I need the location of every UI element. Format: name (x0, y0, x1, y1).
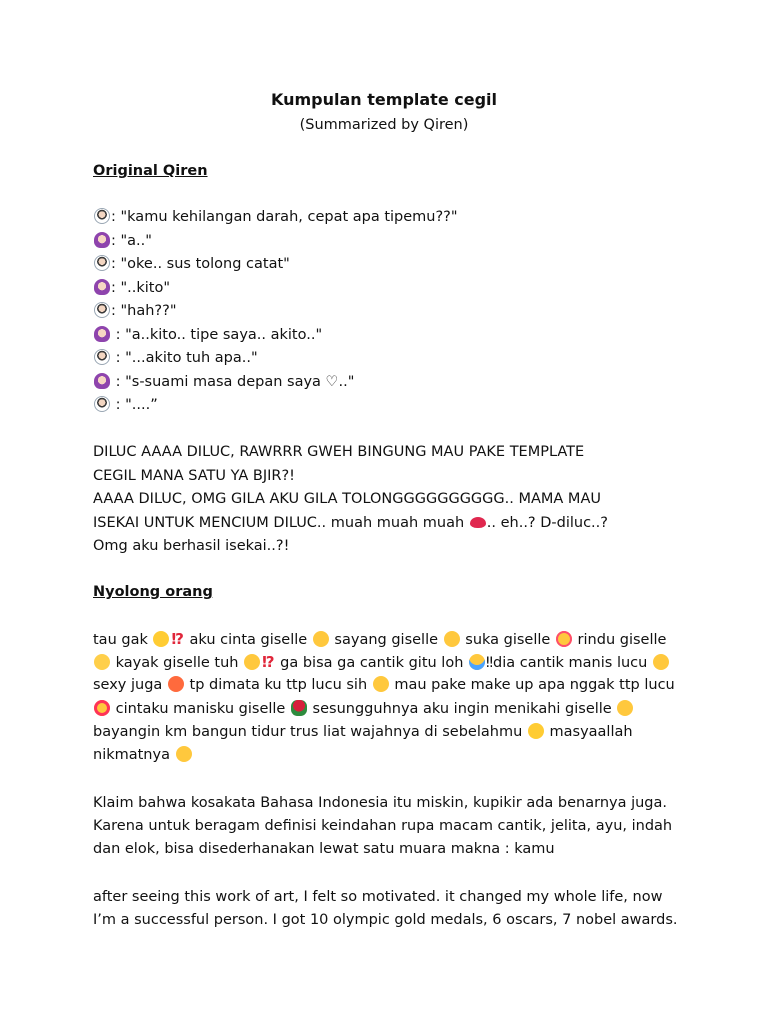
woman-headscarf-icon (94, 232, 110, 248)
dialogue-line: : "a.." (93, 230, 683, 254)
text-line: tau gak ⁉ aku cinta giselle sayang giselle suka giselle rindu giselle (93, 628, 678, 651)
doctor-icon (94, 396, 110, 412)
text-line: Karena untuk beragam definisi keindahan rupa macam cantik, jelita, ayu, indah (93, 818, 673, 835)
text-line: after seeing this work of art, I felt so motivated. it changed my whole life, now (93, 889, 663, 905)
document-subtitle: (Summarized by Qiren) (299, 117, 469, 133)
pensive-face-icon (94, 654, 110, 670)
doctor-icon (94, 349, 110, 365)
text-line: cintaku manisku giselle sesungguhnya aku ingin menikahi giselle (93, 698, 678, 721)
doctor-icon (94, 208, 110, 224)
dialogue-line: : "hah??" (93, 300, 683, 324)
dialogue-line: : "s-suami masa depan saya ♡.." (93, 371, 683, 395)
dialogue-line: : "..kito" (93, 277, 683, 301)
document-title: Kumpulan template cegil (271, 90, 497, 109)
section-heading-original-qiren: Original Qiren (93, 163, 208, 179)
heart-eyes-face-icon (94, 700, 110, 716)
dialogue-line: : "...akito tuh apa.." (93, 347, 683, 371)
dialogue-line: : "....” (93, 394, 683, 418)
pleading-face-icon (176, 746, 192, 762)
text-line: ISEKAI UNTUK MENCIUM DILUC.. muah muah muah .. eh..? D-diluc..? (93, 514, 608, 531)
dialogue-line: : "a..kito.. tipe saya.. akito.." (93, 324, 683, 348)
diluc-paragraph (93, 441, 683, 559)
face-blowing-kiss-icon (444, 631, 460, 647)
doctor-icon (94, 302, 110, 318)
text-line: sexy juga tp dimata ku ttp lucu sih mau pake make up apa nggak ttp lucu (93, 677, 675, 694)
text-line: Klaim bahwa kosakata Bahasa Indonesia itu miskin, kupikir ada benarnya juga. (93, 795, 668, 811)
rose-icon (291, 700, 307, 716)
pleading-face-icon (373, 676, 389, 692)
loudly-crying-face-icon (469, 654, 485, 670)
woman-headscarf-icon (94, 279, 110, 295)
text-line: AAAA DILUC, OMG GILA AKU GILA TOLONGGGGGGGGGG.. MAMA MAU (93, 491, 601, 507)
flushed-face-icon (528, 723, 544, 739)
text-line: kayak giselle tuh ⁉ ga bisa ga cantik gitu loh ‼dia cantik manis lucu (93, 651, 678, 674)
face-open-mouth-icon (617, 700, 633, 716)
pleading-face-icon (244, 654, 260, 670)
smiling-face-hearts-icon (556, 631, 572, 647)
confounded-face-icon (653, 654, 669, 670)
dialogue-line: : "oke.. sus tolong catat" (93, 253, 683, 277)
text-line: CEGIL MANA SATU YA BJIR?! (93, 467, 295, 484)
section-heading-nyolong-orang: Nyolong orang (93, 584, 213, 600)
interrobang-icon: ⁉ (262, 653, 275, 672)
work-of-art-paragraph (93, 886, 678, 932)
text-line: I’m a successful person. I got 10 olympic gold medals, 6 oscars, 7 nobel awards. (93, 912, 678, 929)
text-line: DILUC AAAA DILUC, RAWRRR GWEH BINGUNG MAU PAKE TEMPLATE (93, 444, 585, 460)
hot-face-icon (168, 676, 184, 692)
dialogue-line: : "kamu kehilangan darah, cepat apa tipemu??" (93, 206, 683, 230)
text-line: bayangin km bangun tidur trus liat wajahnya di sebelahmu masyaallah (93, 723, 633, 740)
text-line: nikmatnya (93, 744, 678, 767)
giselle-paragraph (93, 628, 678, 767)
woman-headscarf-icon (94, 326, 110, 342)
kosakata-paragraph (93, 792, 678, 862)
interrobang-icon: ⁉ (171, 630, 184, 648)
flushed-face-icon (153, 631, 169, 647)
kiss-lips-icon (470, 517, 486, 528)
woman-headscarf-icon (94, 373, 110, 389)
doctor-icon (94, 255, 110, 271)
text-line: dan elok, bisa disederhanakan lewat satu muara makna : kamu (93, 841, 555, 858)
pleading-face-icon (313, 631, 329, 647)
text-line: Omg aku berhasil isekai..?! (93, 538, 290, 554)
dialogue-block (93, 206, 683, 418)
